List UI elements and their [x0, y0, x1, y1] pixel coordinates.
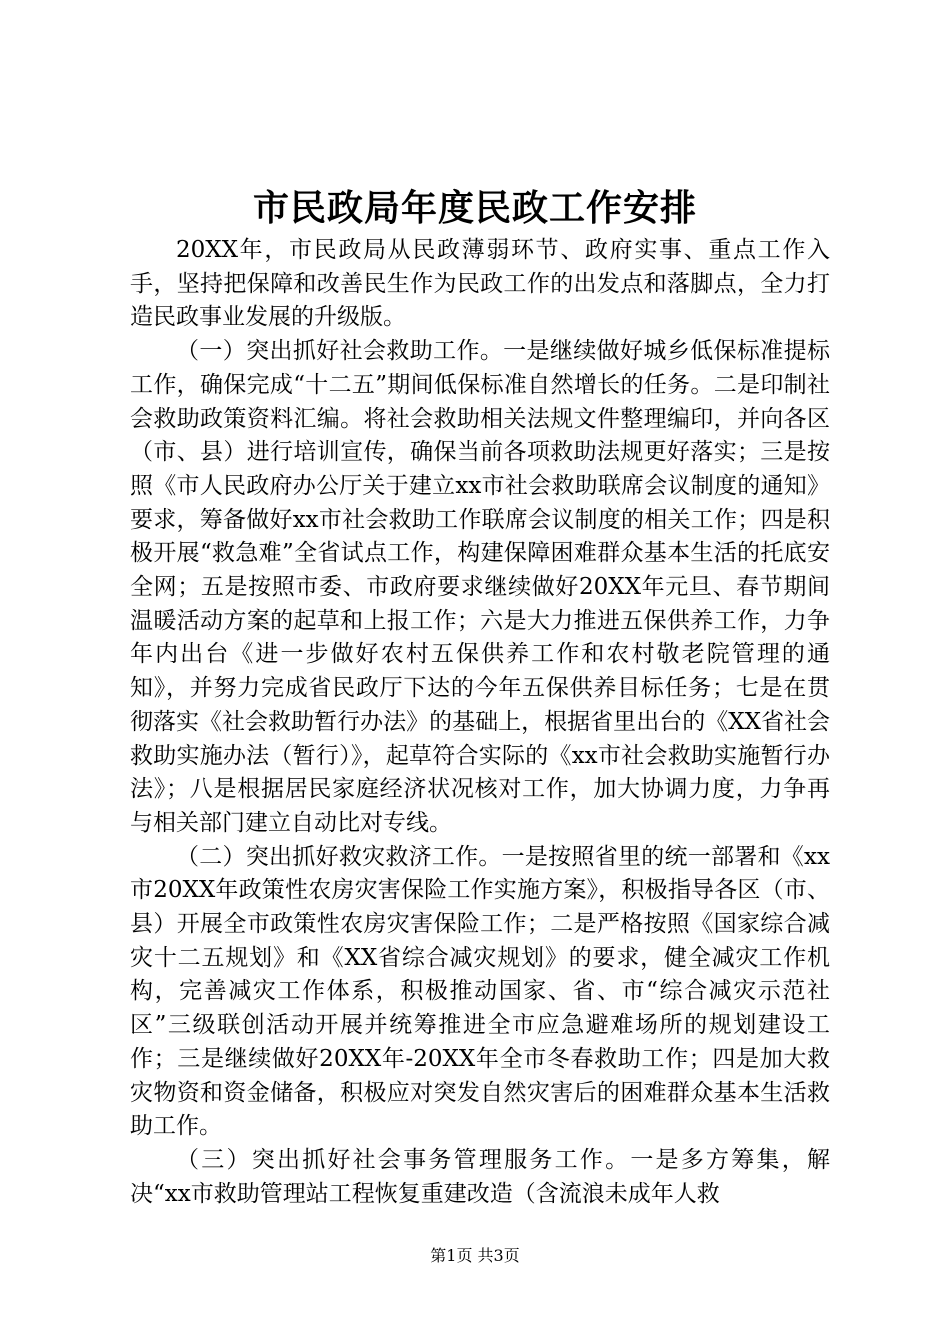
paragraph-intro: 20XX年，市民政局从民政薄弱环节、政府实事、重点工作入手，坚持把保障和改善民生作为民政工作的出发点和落脚点，全力打造民政事业发展的升级版。 — [130, 237, 830, 331]
paragraph-social-affairs: （三）突出抓好社会事务管理服务工作。一是多方筹集，解决“xx市救助管理站工程恢复重建改造（含流浪未成年人救 — [130, 1146, 830, 1207]
paragraph-disaster-relief: （二）突出抓好救灾救济工作。一是按照省里的统一部署和《xx市20XX年政策性农房灾害保险工作实施方案》，积极指导各区（市、县）开展全市政策性农房灾害保险工作；二是严格按照《国家综合减灾十二五规划》和《XX省综合减灾规划》的要求，健全减灾工作机构，完善减灾工作体系，积极推动国家、省、市“综合减灾示范社区”三级联创活动开展并统筹推进全市应急避难场所的规划建设工作；三是继续做好20XX年-20XX年全市冬春救助工作；四是加大救灾物资和资金储备，积极应对突发自然灾害后的困难群众基本生活救助工作。 — [130, 843, 830, 1140]
paragraph-social-assistance: （一）突出抓好社会救助工作。一是继续做好城乡低保标准提标工作，确保完成“十二五”期间低保标准自然增长的任务。二是印制社会救助政策资料汇编。将社会救助相关法规文件整理编印，并向各区（市、县）进行培训宣传，确保当前各项救助法规更好落实；三是按照《市人民政府办公厅关于建立xx市社会救助联席会议制度的通知》要求，筹备做好xx市社会救助工作联席会议制度的相关工作；四是积极开展“救急难”全省试点工作，构建保障困难群众基本生活的托底安全网；五是按照市委、市政府要求继续做好20XX年元旦、春节期间温暖活动方案的起草和上报工作；六是大力推进五保供养工作，力争年内出台《进一步做好农村五保供养工作和农村敬老院管理的通知》，并努力完成省民政厅下达的今年五保供养目标任务；七是在贯彻落实《社会救助暂行办法》的基础上，根据省里出台的《XX省社会救助实施办法（暂行）》，起草符合实际的《xx市社会救助实施暂行办法》；八是根据居民家庭经济状况核对工作，加大协调力度，力争再与相关部门建立自动比对专线。 — [130, 338, 830, 836]
document-body — [130, 234, 830, 1211]
page-footer: 第1页 共3页 — [430, 1246, 520, 1265]
document-title: 市民政局年度民政工作安排 — [252, 187, 697, 229]
